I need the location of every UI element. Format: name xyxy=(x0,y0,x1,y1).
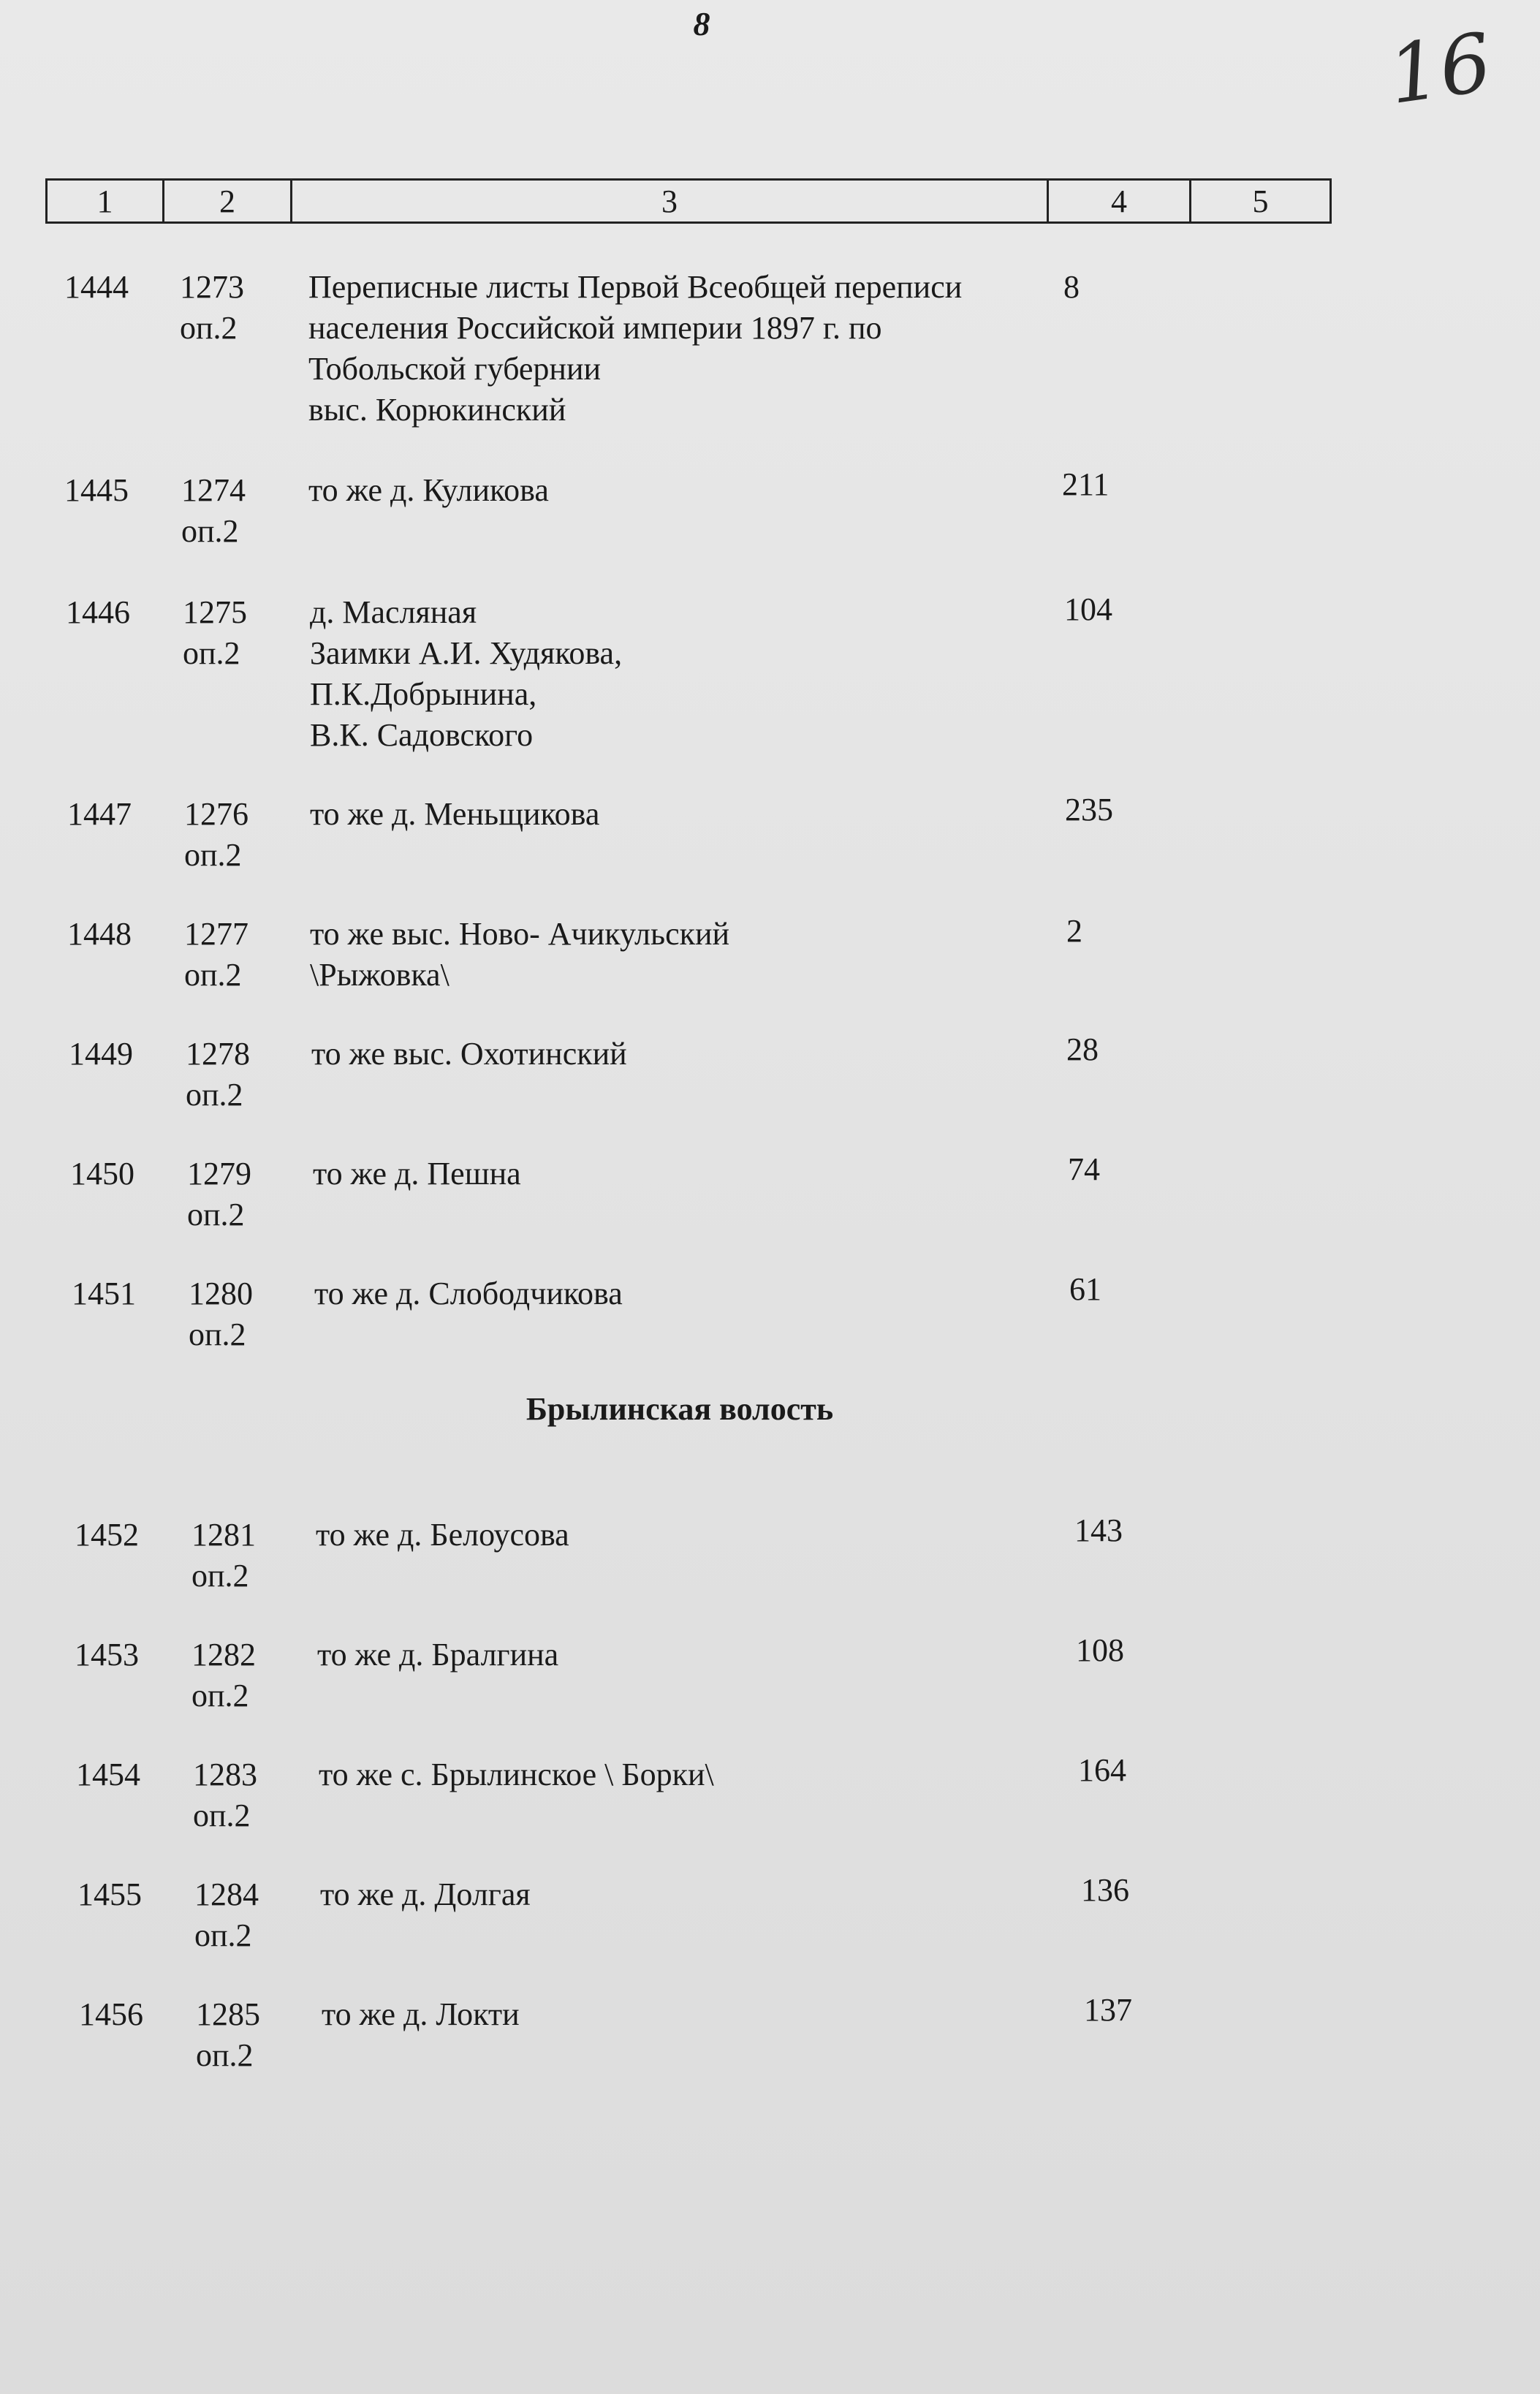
sheet-count: 137 xyxy=(1084,1992,1132,2028)
fund-reference xyxy=(184,914,308,996)
handwritten-sheet-number: 16 xyxy=(1382,15,1498,123)
fund-number: 1274 xyxy=(181,472,246,508)
inventory-number: оп.2 xyxy=(194,1917,252,1953)
entry-title xyxy=(310,592,1041,756)
column-header-1: 1 xyxy=(48,181,164,221)
inventory-number: оп.2 xyxy=(196,2037,254,2073)
fund-number: 1278 xyxy=(186,1036,250,1072)
entry-title xyxy=(313,1154,1044,1194)
entry-title xyxy=(319,1754,1050,1795)
title-line: то же выс. Охотинский xyxy=(311,1036,627,1072)
column-header-4: 4 xyxy=(1049,181,1191,221)
inventory-number: оп.2 xyxy=(183,635,240,671)
fund-number: 1284 xyxy=(194,1876,259,1912)
sheet-count: 211 xyxy=(1062,466,1110,502)
entry-number: 1449 xyxy=(69,1036,133,1072)
inventory-number: оп.2 xyxy=(184,837,242,873)
entry-title xyxy=(310,794,1041,835)
entry-title xyxy=(320,1874,1051,1915)
fund-reference xyxy=(196,1994,320,2076)
fund-number: 1282 xyxy=(191,1637,256,1673)
sheet-count: 28 xyxy=(1066,1031,1099,1067)
fund-number: 1280 xyxy=(189,1276,253,1311)
inventory-number: оп.2 xyxy=(191,1678,249,1713)
entry-title xyxy=(311,1034,1042,1075)
entry-number: 1447 xyxy=(67,796,132,832)
title-line: то же с. Брылинское \ Борки\ xyxy=(319,1757,714,1792)
fund-reference xyxy=(194,1874,319,1956)
title-line: то же д. Белоусова xyxy=(316,1517,569,1553)
fund-reference xyxy=(181,470,306,552)
sheet-count: 2 xyxy=(1066,913,1082,949)
entry-number: 1445 xyxy=(64,472,129,508)
entry-number: 1455 xyxy=(77,1876,142,1912)
title-line: то же выс. Ново- Ачикульский xyxy=(310,916,730,952)
sheet-count: 164 xyxy=(1078,1752,1126,1788)
title-line: то же д. Локти xyxy=(322,1996,520,2032)
fund-number: 1279 xyxy=(187,1156,251,1192)
fund-number: 1275 xyxy=(183,594,247,630)
fund-reference xyxy=(184,794,308,876)
entry-number: 1448 xyxy=(67,916,132,952)
inventory-number: оп.2 xyxy=(193,1798,251,1833)
entry-number: 1450 xyxy=(70,1156,134,1192)
sheet-count: 104 xyxy=(1064,591,1112,627)
title-line: то же д. Бралгина xyxy=(317,1637,559,1673)
page-number: 8 xyxy=(693,5,710,42)
title-line: Переписные листы Первой Всеобщей переписи xyxy=(308,269,963,305)
fund-number: 1281 xyxy=(191,1517,256,1553)
entry-number: 1451 xyxy=(72,1276,136,1311)
fund-number: 1285 xyxy=(196,1996,260,2032)
sheet-count: 143 xyxy=(1074,1512,1123,1548)
title-line: то же д. Меньщикова xyxy=(310,796,600,832)
title-line: то же д. Долгая xyxy=(320,1876,531,1912)
fund-number: 1273 xyxy=(180,269,244,305)
fund-reference xyxy=(187,1154,311,1235)
fund-reference xyxy=(186,1034,310,1115)
fund-reference xyxy=(191,1515,316,1596)
inventory-number: оп.2 xyxy=(180,310,238,346)
title-line: населения Российской империи 1897 г. по xyxy=(308,310,882,346)
title-line: то же д. Слободчикова xyxy=(314,1276,623,1311)
fund-reference xyxy=(193,1754,317,1836)
entry-number: 1446 xyxy=(66,594,130,630)
sheet-count: 8 xyxy=(1063,269,1080,305)
title-line: то же д. Куликова xyxy=(308,472,549,508)
title-line: В.К. Садовского xyxy=(310,717,534,753)
entry-title xyxy=(310,914,1041,996)
entry-number: 1452 xyxy=(75,1517,139,1553)
entry-number: 1444 xyxy=(64,269,129,305)
column-header-3: 3 xyxy=(292,181,1049,221)
fund-number: 1283 xyxy=(193,1757,257,1792)
fund-reference xyxy=(189,1273,313,1355)
column-header-row xyxy=(45,178,1332,224)
sheet-count: 61 xyxy=(1069,1271,1101,1307)
entry-number: 1456 xyxy=(79,1996,143,2032)
inventory-number: оп.2 xyxy=(184,957,242,993)
inventory-number: оп.2 xyxy=(181,513,239,549)
fund-reference xyxy=(191,1634,316,1716)
sheet-count: 74 xyxy=(1068,1151,1100,1187)
entry-number: 1454 xyxy=(76,1757,140,1792)
title-line: П.К.Добрынина, xyxy=(310,676,537,712)
entry-number: 1453 xyxy=(75,1637,139,1673)
fund-number: 1277 xyxy=(184,916,249,952)
fund-reference xyxy=(183,592,307,674)
inventory-number: оп.2 xyxy=(186,1077,243,1113)
title-line: Тобольской губернии xyxy=(308,351,602,387)
entry-title xyxy=(317,1634,1048,1675)
column-header-5: 5 xyxy=(1252,183,1269,219)
inventory-number: оп.2 xyxy=(191,1558,249,1594)
title-line: то же д. Пешна xyxy=(313,1156,521,1192)
inventory-number: оп.2 xyxy=(189,1317,246,1352)
title-line: выс. Корюкинский xyxy=(308,392,566,428)
entry-title xyxy=(308,470,1039,511)
sheet-count: 235 xyxy=(1065,792,1113,827)
entry-title xyxy=(308,267,1039,431)
entry-title xyxy=(316,1515,1047,1556)
title-line: д. Масляная xyxy=(310,594,477,630)
title-line: Заимки А.И. Худякова, xyxy=(310,635,623,671)
sheet-count: 108 xyxy=(1076,1632,1124,1668)
fund-number: 1276 xyxy=(184,796,249,832)
entry-title xyxy=(322,1994,1052,2035)
column-header-2: 2 xyxy=(164,181,292,221)
fund-reference xyxy=(180,267,304,349)
inventory-number: оп.2 xyxy=(187,1197,245,1232)
entry-title xyxy=(314,1273,1045,1314)
section-heading: Брылинская волость xyxy=(526,1391,834,1427)
sheet-count: 136 xyxy=(1081,1872,1129,1908)
title-line: \Рыжовка\ xyxy=(310,957,450,993)
